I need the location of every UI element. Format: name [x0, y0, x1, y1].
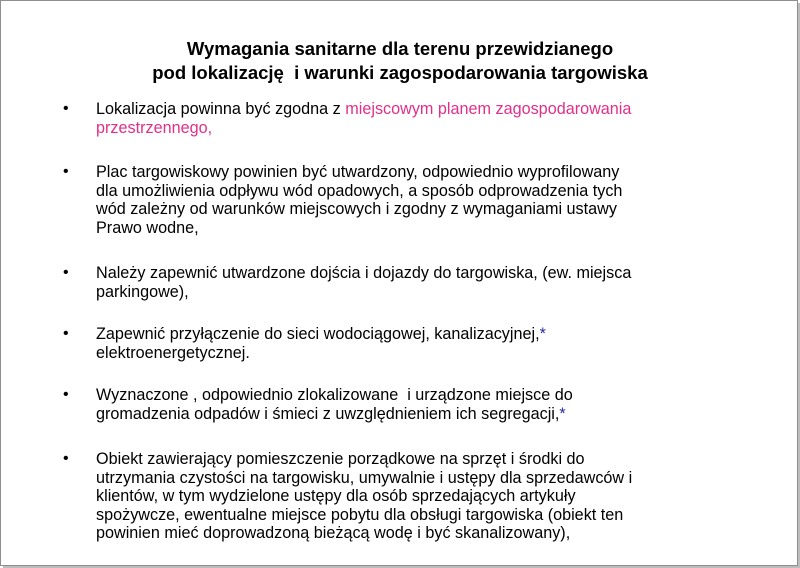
text-line: elektroenergetycznej. [96, 343, 250, 362]
text-line: Prawo wodne, [96, 218, 199, 237]
bullet-text [96, 386, 746, 423]
text-line: dla umożliwienia odpływu wód opadowych, a sposób odprowadzenia tych [96, 181, 623, 200]
bullet-text [96, 325, 746, 362]
bullet-dot: • [63, 264, 69, 281]
text-line: parkingowe), [96, 282, 189, 301]
highlight-link[interactable]: przestrzennego, [96, 118, 213, 137]
bullet-dot: • [63, 450, 69, 467]
asterisk-marker: * [539, 325, 546, 343]
text-segment: gromadzenia odpadów i śmieci z uwzględnieniem ich segregacji, [96, 404, 560, 423]
bullet-list [1, 1, 799, 567]
bullet-text [96, 264, 746, 301]
title-line-2: pod lokalizację i warunki zagospodarowania targowiska [152, 62, 648, 83]
text-line: Wyznaczone , odpowiednio zlokalizowane i urządzone miejsce do [96, 386, 573, 404]
title-line-1: Wymagania sanitarne dla terenu przewidzianego [186, 38, 614, 59]
asterisk-marker: * [559, 404, 566, 423]
text-line: Należy zapewnić utwardzone dojścia i dojazdy do targowiska, (ew. miejsca [96, 264, 632, 282]
bullet-dot: • [63, 325, 69, 342]
text-line: Obiekt zawierający pomieszczenie porządkowe na sprzęt i środki do [96, 450, 585, 468]
text-segment: Lokalizacja powinna być zgodna z [96, 100, 346, 118]
bullet-dot: • [63, 163, 69, 180]
highlight-link[interactable]: miejscowym planem zagospodarowania [345, 100, 632, 118]
bullet-text [96, 163, 746, 237]
text-segment: Zapewnić przyłączenie do sieci wodociągowej, kanalizacyjnej, [96, 325, 540, 343]
text-line: utrzymania czystości na targowisku, umywalnie i ustępy dla sprzedawców i [96, 468, 633, 487]
text-line: Plac targowiskowy powinien być utwardzony, odpowiednio wyprofilowany [96, 163, 620, 181]
bullet-text [96, 100, 746, 137]
bullet-dot: • [63, 100, 69, 117]
text-line: wód zależny od warunków miejscowych i zgodny z wymaganiami ustawy [96, 200, 617, 218]
text-line: klientów, w tym wydzielone ustępy dla osób sprzedających artykuły [96, 487, 576, 505]
text-line: powinien mieć doprowadzoną bieżącą wodę i być skanalizowany), [96, 524, 571, 542]
bullet-text [96, 450, 746, 543]
bullet-dot: • [63, 386, 69, 403]
text-line: spożywcze, ewentualne miejsce pobytu dla obsługi targowiska (obiekt ten [96, 505, 624, 524]
